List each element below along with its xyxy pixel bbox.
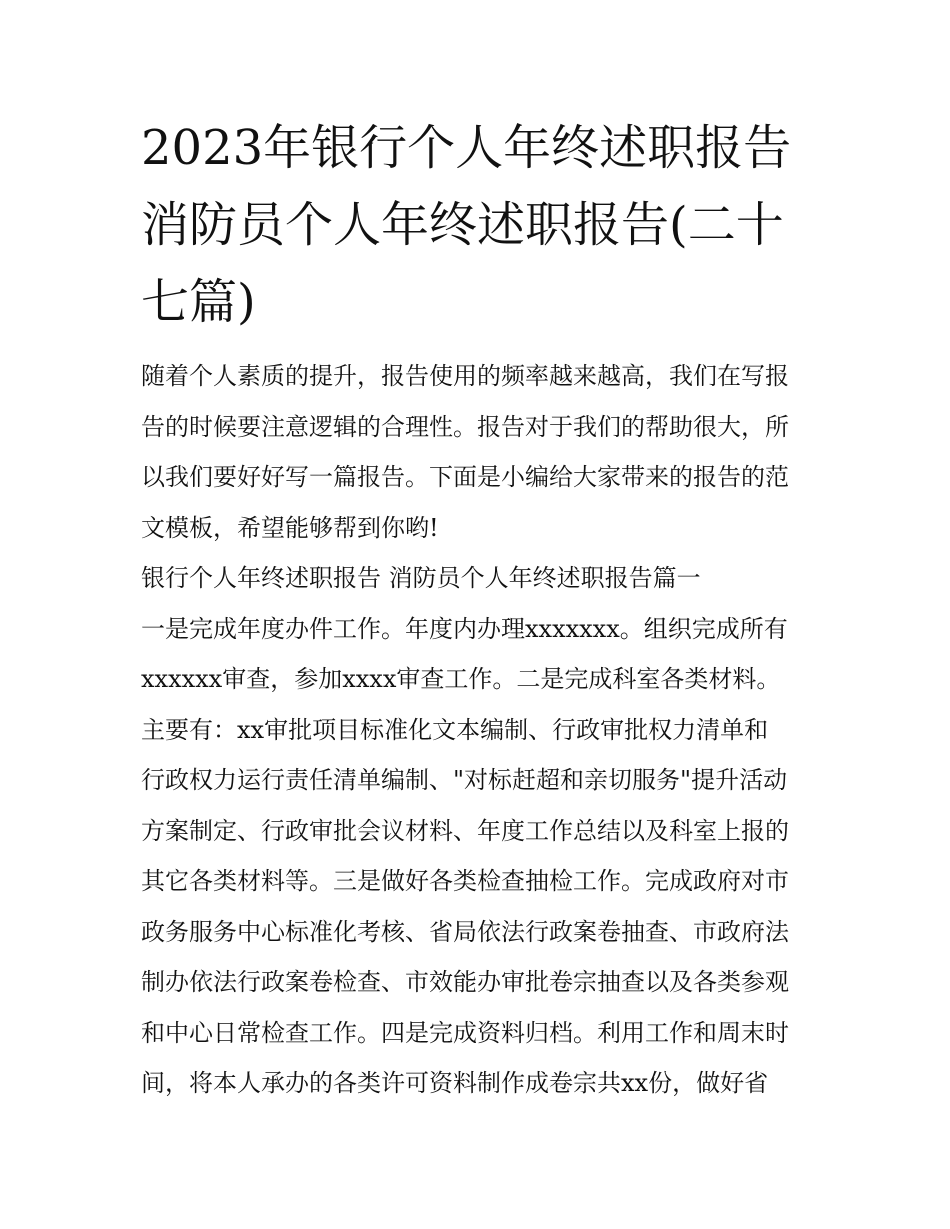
document-content bbox=[141, 110, 821, 1109]
title-line-2: 消防员个人年终述职报告(二十 bbox=[141, 197, 784, 253]
document-title bbox=[141, 110, 821, 341]
body-line: 文模板，希望能够帮到你哟! bbox=[141, 513, 439, 542]
body-line: 间，将本人承办的各类许可资料制作成卷宗共xx份，做好省 bbox=[141, 1069, 769, 1097]
title-line-1: 2023年银行个人年终述职报告 bbox=[141, 120, 792, 176]
body-line: 和中心日常检查工作。四是完成资料归档。利用工作和周末时 bbox=[141, 1018, 789, 1047]
body-line: 制办依法行政案卷检查、市效能办审批卷宗抽查以及各类参观 bbox=[141, 968, 789, 996]
body-line: 政务服务中心标准化考核、省局依法行政案卷抽查、市政府法 bbox=[141, 917, 789, 946]
title-line-3: 七篇) bbox=[141, 274, 256, 330]
body-line: 随着个人素质的提升，报告使用的频率越来越高，我们在写报 bbox=[141, 362, 789, 390]
body-line: 其它各类材料等。三是做好各类检查抽检工作。完成政府对市 bbox=[141, 867, 789, 895]
body-line: 主要有：xx审批项目标准化文本编制、行政审批权力清单和 bbox=[141, 715, 769, 744]
body-line: 行政权力运行责任清单编制、"对标赶超和亲切服务"提升活动 bbox=[141, 766, 788, 794]
body-line: 方案制定、行政审批会议材料、年度工作总结以及科室上报的 bbox=[141, 816, 789, 845]
body-line: xxxxxx审查，参加xxxx审查工作。二是完成科室各类材料。 bbox=[141, 665, 781, 693]
section-heading: 银行个人年终述职报告 消防员个人年终述职报告篇一 bbox=[141, 564, 701, 592]
document-body bbox=[141, 351, 821, 1109]
body-line: 以我们要好好写一篇报告。下面是小编给大家带来的报告的范 bbox=[141, 463, 789, 491]
body-line: 告的时候要注意逻辑的合理性。报告对于我们的帮助很大，所 bbox=[141, 412, 789, 441]
body-line: 一是完成年度办件工作。年度内办理xxxxxxx。组织完成所有 bbox=[141, 614, 788, 643]
